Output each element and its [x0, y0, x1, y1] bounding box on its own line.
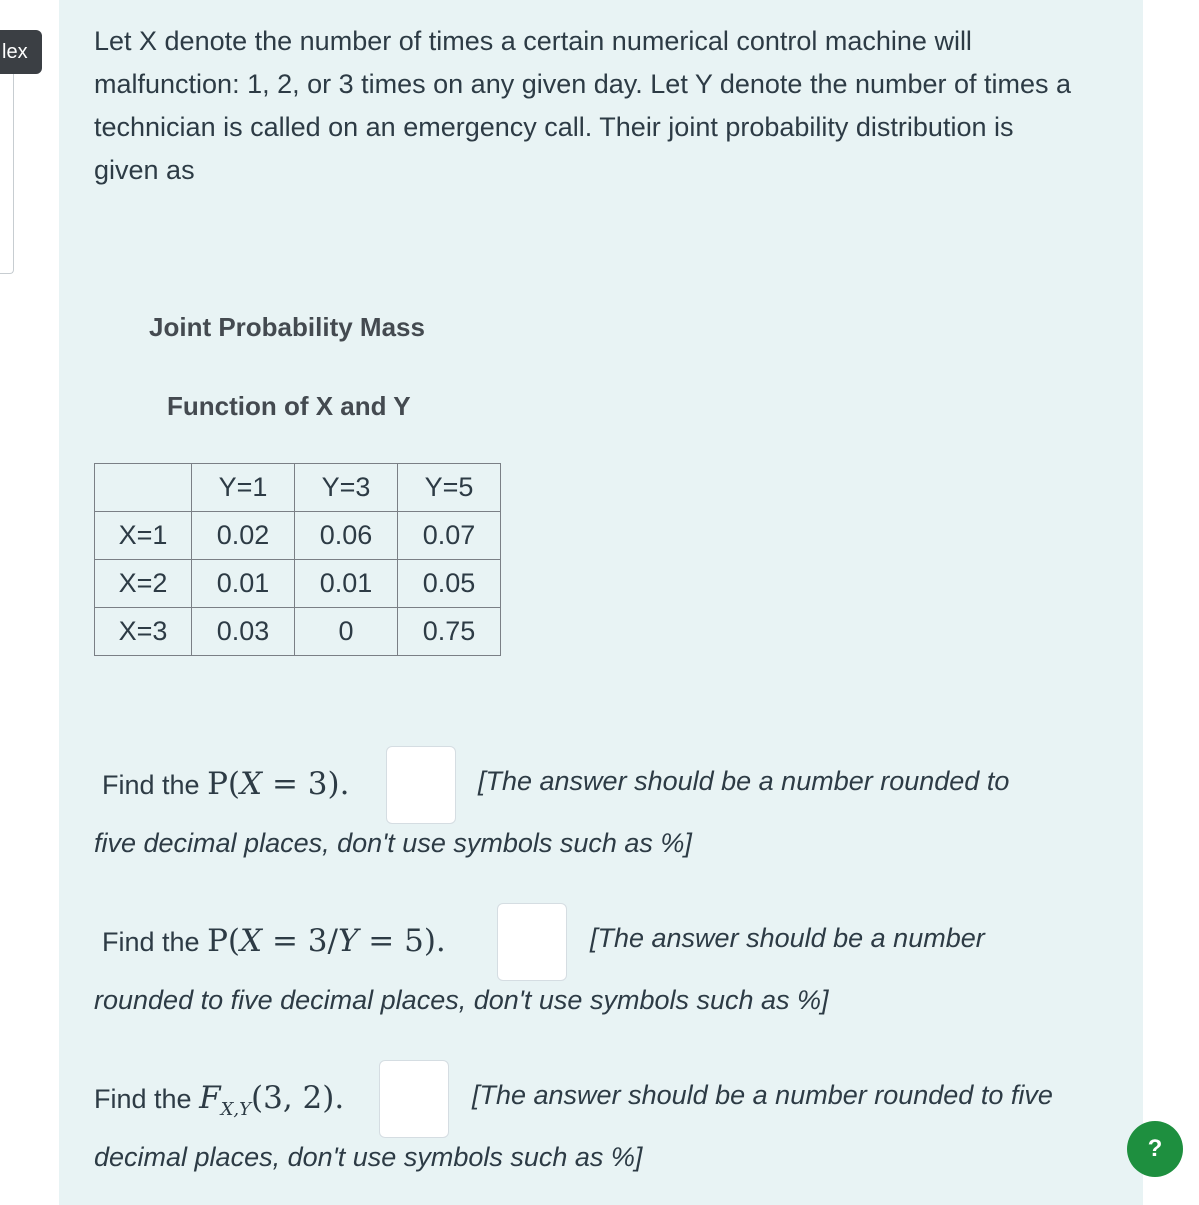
sidebar-tab[interactable] [0, 30, 42, 74]
answer-input-3[interactable] [379, 1060, 449, 1138]
question-1-math: P(X = 3). [207, 766, 350, 802]
question-2-prefix: Find the [102, 927, 208, 957]
table-row [95, 512, 501, 560]
help-icon: ? [1147, 1135, 1163, 1162]
table-row [95, 560, 501, 608]
row-header: X=1 [95, 512, 192, 560]
sidebar-tab-label: lex [2, 41, 28, 63]
sidebar-outline [0, 74, 14, 274]
table-caption-line1: Joint Probability Mass [149, 312, 425, 342]
question-3 [94, 1060, 1124, 1173]
answer-input-1[interactable] [386, 746, 456, 824]
table-cell: 0.06 [295, 512, 398, 560]
column-header: Y=5 [398, 464, 501, 512]
question-1 [94, 746, 1124, 859]
answer-input-2[interactable] [497, 903, 567, 981]
question-3-math: $F_{X,Y}(3$, 2). [199, 1080, 345, 1121]
joint-probability-table [94, 463, 501, 656]
table-cell: 0.02 [192, 512, 295, 560]
question-1-note-line1: [The answer should be a number rounded to [478, 766, 1010, 796]
help-button[interactable] [1127, 1121, 1183, 1177]
table-row [95, 608, 501, 656]
table-cell: 0.05 [398, 560, 501, 608]
table-cell: 0 [295, 608, 398, 656]
row-header: X=3 [95, 608, 192, 656]
question-2-math: P(X = 3/Y = 5). [207, 923, 446, 959]
question-3-note-line1: [The answer should be a number rounded to five [472, 1080, 1053, 1110]
table-cell: 0.75 [398, 608, 501, 656]
table-cell: 0.01 [192, 560, 295, 608]
question-2-note-line2: rounded to five decimal places, don't use symbols such as %] [94, 985, 829, 1015]
column-header: Y=3 [295, 464, 398, 512]
table-cell: 0.03 [192, 608, 295, 656]
question-3-prefix: Find the [94, 1084, 200, 1114]
question-intro: Let X denote the number of times a certain numerical control machine will malfunction: 1, 2, or 3 times on any given day. Let Y denote the number of times a technician is called on an emergency call. Their joint probability distribution is given as [94, 26, 1072, 185]
question-2-note-line1: [The answer should be a number [590, 923, 985, 953]
table-cell: 0.07 [398, 512, 501, 560]
question-1-note-line2: five decimal places, don't use symbols such as %] [94, 828, 692, 858]
row-header: X=2 [95, 560, 192, 608]
question-1-prefix: Find the [102, 770, 208, 800]
table-cell: 0.01 [295, 560, 398, 608]
question-2 [94, 903, 1124, 1016]
column-header: Y=1 [192, 464, 295, 512]
table-caption-line2: Function of X and Y [167, 391, 411, 421]
table-corner-cell [95, 464, 192, 512]
table-header-row [95, 464, 501, 512]
question-3-note-line2: decimal places, don't use symbols such as %] [94, 1142, 643, 1172]
